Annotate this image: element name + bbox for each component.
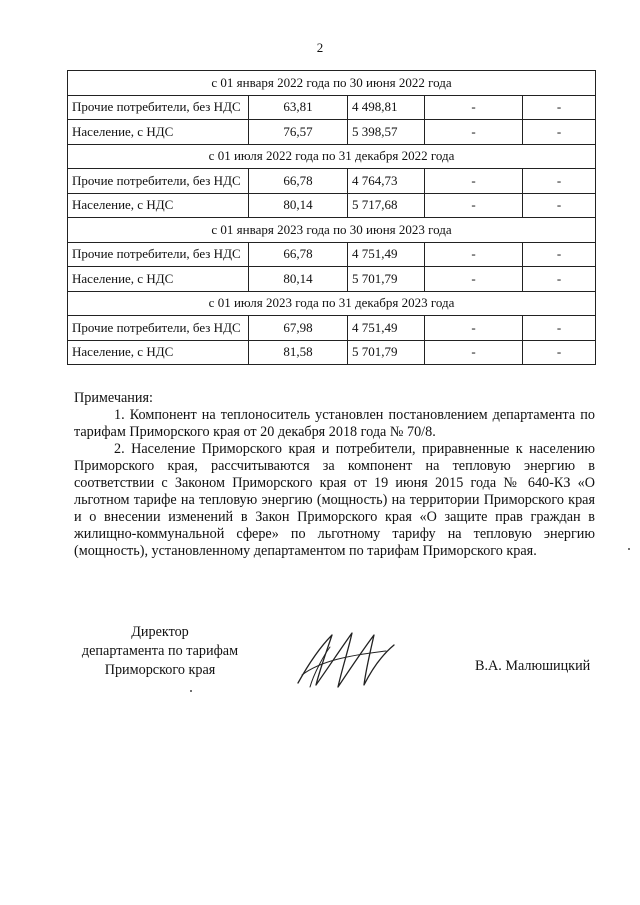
period-header: с 01 июля 2022 года по 31 декабря 2022 года — [68, 144, 596, 169]
value-cell: 4 764,73 — [348, 169, 425, 194]
signer-name: В.А. Малюшицкий — [475, 658, 591, 674]
table-row — [68, 316, 596, 341]
value-cell: 4 498,81 — [348, 95, 425, 120]
value-cell: 5 398,57 — [348, 120, 425, 145]
scan-speck — [190, 690, 192, 692]
consumer-cell: Население, с НДС — [68, 120, 249, 145]
dash-cell: - — [523, 316, 596, 341]
dash-cell: - — [425, 120, 523, 145]
value-cell: 66,78 — [249, 169, 348, 194]
consumer-cell: Прочие потребители, без НДС — [68, 169, 249, 194]
note-item: 1. Компонент на теплоноситель установлен постановлением департамента по тарифам Приморского края от 20 декабря 2018 года № 70/8. — [74, 407, 595, 440]
signatory-title — [60, 623, 260, 680]
consumer-cell: Прочие потребители, без НДС — [68, 95, 249, 120]
signatory-title-line: департамента по тарифам — [81, 643, 239, 659]
period-row — [68, 218, 596, 243]
period-row — [68, 291, 596, 316]
handwritten-signature — [290, 625, 400, 695]
consumer-cell: Прочие потребители, без НДС — [68, 316, 249, 341]
dash-cell: - — [523, 120, 596, 145]
consumer-cell: Прочие потребители, без НДС — [68, 242, 249, 267]
table-row — [68, 340, 596, 365]
value-cell: 5 701,79 — [348, 267, 425, 292]
signatory-title-line: Приморского края — [104, 662, 216, 678]
dash-cell: - — [523, 193, 596, 218]
note-item: 2. Население Приморского края и потребители, приравненные к населению Приморского края, рассчитываются за компонент на тепловую энергию в соответствии с Законом Приморского края от 19 июня 2015 года № 640-КЗ «О льготном тарифе на тепловую энергию (мощность) на территории Приморского края и о внесении изменений в Закон Приморского края «О защите прав граждан в жилищно-коммунальной сфере» по льготному тарифу на тепловую энергию (мощность), установленному департаментом по тарифам Приморского края. — [74, 441, 595, 559]
value-cell: 81,58 — [249, 340, 348, 365]
dash-cell: - — [523, 340, 596, 365]
signatory-title-line: Директор — [131, 624, 189, 640]
period-header: с 01 января 2022 года по 30 июня 2022 года — [68, 71, 596, 96]
dash-cell: - — [523, 267, 596, 292]
table-row — [68, 95, 596, 120]
tariff-table — [67, 70, 596, 365]
dash-cell: - — [425, 193, 523, 218]
dash-cell: - — [523, 242, 596, 267]
table-row — [68, 267, 596, 292]
value-cell: 80,14 — [249, 193, 348, 218]
consumer-cell: Население, с НДС — [68, 193, 249, 218]
table-row — [68, 242, 596, 267]
dash-cell: - — [425, 267, 523, 292]
notes-heading: Примечания: — [74, 390, 153, 406]
value-cell: 63,81 — [249, 95, 348, 120]
value-cell: 5 717,68 — [348, 193, 425, 218]
table-row — [68, 169, 596, 194]
scan-speck — [628, 548, 630, 550]
value-cell: 66,78 — [249, 242, 348, 267]
table-row — [68, 193, 596, 218]
period-header: с 01 января 2023 года по 30 июня 2023 года — [68, 218, 596, 243]
period-header: с 01 июля 2023 года по 31 декабря 2023 года — [68, 291, 596, 316]
dash-cell: - — [425, 316, 523, 341]
value-cell: 67,98 — [249, 316, 348, 341]
notes-section — [74, 390, 595, 560]
consumer-cell: Население, с НДС — [68, 340, 249, 365]
value-cell: 76,57 — [249, 120, 348, 145]
dash-cell: - — [523, 169, 596, 194]
consumer-cell: Население, с НДС — [68, 267, 249, 292]
value-cell: 4 751,49 — [348, 316, 425, 341]
value-cell: 5 701,79 — [348, 340, 425, 365]
dash-cell: - — [425, 169, 523, 194]
dash-cell: - — [425, 340, 523, 365]
value-cell: 4 751,49 — [348, 242, 425, 267]
dash-cell: - — [523, 95, 596, 120]
dash-cell: - — [425, 95, 523, 120]
period-row — [68, 71, 596, 96]
page-number: 2 — [316, 40, 324, 55]
table-row — [68, 120, 596, 145]
period-row — [68, 144, 596, 169]
value-cell: 80,14 — [249, 267, 348, 292]
dash-cell: - — [425, 242, 523, 267]
